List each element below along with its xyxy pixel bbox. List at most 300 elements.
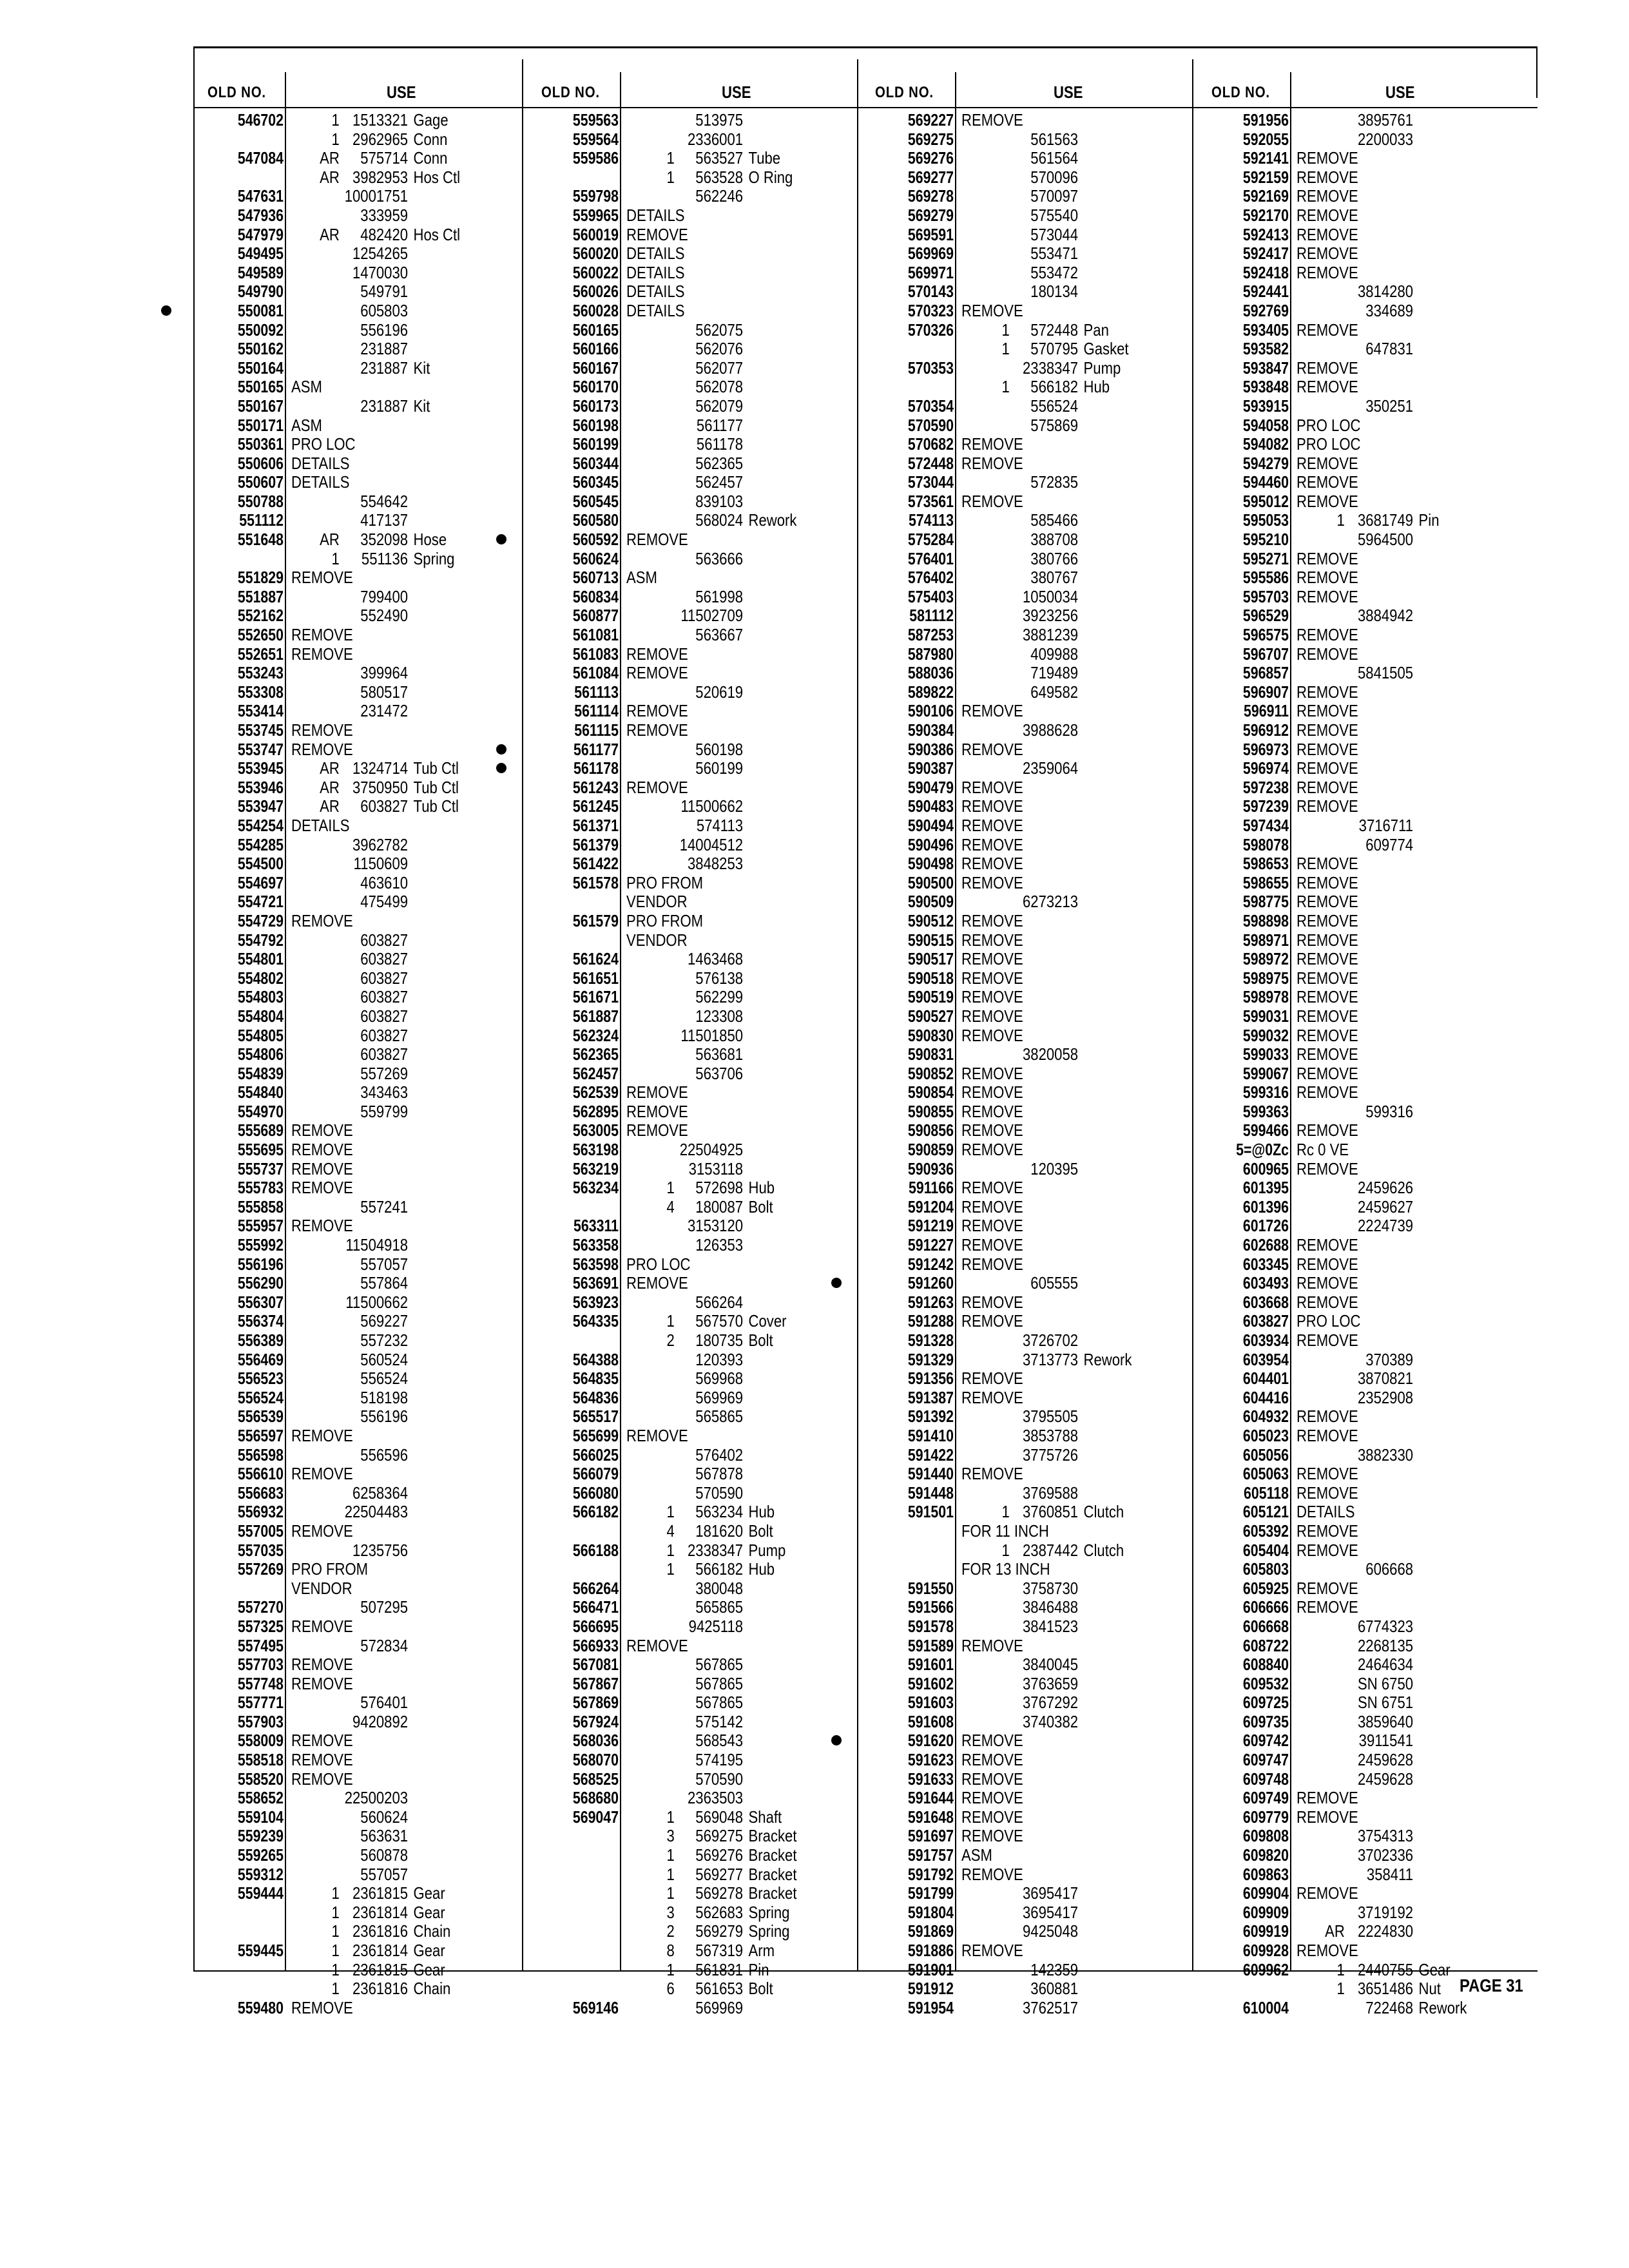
use-cell [1296,1560,1483,1579]
use-cell [961,1427,1148,1445]
part-number: 3814280 [1358,282,1414,302]
use-cell [291,530,477,549]
use-cell: REMOVE [961,1254,1023,1274]
old-number: 595586 [1242,568,1289,588]
use-cell [291,1503,477,1521]
part-number: 557269 [360,1063,409,1083]
use-cell: REMOVE [961,1140,1023,1160]
use-cell: REMOVE [961,110,1023,130]
part-number: 350251 [1365,396,1414,416]
bullet-marker-icon [831,1735,842,1745]
part-number: 3153118 [688,1158,744,1178]
use-cell [291,797,477,816]
description: Clutch [1083,1540,1124,1560]
old-number: 560022 [572,262,619,282]
old-number: 554500 [237,854,284,874]
old-number: 591356 [907,1369,954,1389]
old-number: 561114 [574,701,619,721]
old-number: 591620 [907,1731,954,1751]
use-cell [626,1140,813,1159]
old-number: 605023 [1242,1425,1289,1445]
part-number: 3702336 [1358,1845,1414,1865]
old-number: 596912 [1242,720,1289,740]
old-number: 602688 [1242,1235,1289,1255]
part-number: 563667 [695,625,744,645]
use-cell [291,950,477,968]
old-number: 556389 [237,1331,284,1350]
old-number: 598775 [1242,892,1289,912]
old-number: 570354 [907,396,954,416]
use-cell [626,1655,813,1674]
use-cell [291,588,477,606]
part-number: 605555 [1030,1273,1079,1293]
old-number: 591263 [907,1292,954,1312]
use-cell [291,226,477,244]
old-number: 568036 [572,1731,619,1751]
part-number: 552490 [360,606,409,626]
old-number: 591912 [907,1979,954,1999]
use-cell [626,854,813,873]
part-number: 9420892 [352,1711,409,1731]
old-number: 556610 [237,1464,284,1484]
use-cell [1296,130,1483,149]
divider [1192,59,1193,1970]
old-number: 598978 [1242,987,1289,1007]
part-number: 603827 [360,1006,409,1026]
description: Hub [748,1178,775,1198]
use-cell [961,645,1148,664]
old-number: 590830 [907,1025,954,1045]
use-cell: REMOVE [1296,1331,1358,1350]
use-cell: DETAILS [291,453,350,473]
use-cell: REMOVE [291,1673,353,1693]
divider [285,72,286,1970]
quantity: 1 [331,1941,340,1960]
use-cell [961,1693,1148,1712]
description: Bolt [748,1521,773,1541]
old-number: 591886 [907,1941,954,1960]
part-number: 3695417 [1023,1883,1079,1903]
part-number: 553472 [1030,262,1079,282]
part-number: 2361814 [352,1941,409,1960]
old-number: 555689 [237,1120,284,1140]
use-cell: REMOVE [1296,1521,1358,1541]
part-number: 2352908 [1358,1387,1414,1407]
old-number: 561371 [572,815,619,835]
part-number: 22504925 [679,1140,744,1160]
use-cell: REMOVE [961,1082,1023,1102]
use-cell [291,1255,477,1274]
old-number: 561243 [572,777,619,797]
use-cell: ASM [961,1845,992,1865]
quantity: 4 [666,1521,675,1541]
use-cell [1296,397,1483,416]
old-number: 555737 [237,1158,284,1178]
old-number: 561245 [572,796,619,816]
use-cell: REMOVE [961,1216,1023,1236]
old-number: 555957 [237,1216,284,1236]
use-cell [961,1675,1148,1693]
quantity: 1 [1001,1540,1010,1560]
use-cell: REMOVE [961,987,1023,1007]
use-cell [291,1808,477,1827]
use-cell [961,1274,1148,1293]
use-cell [961,588,1148,606]
old-number: 553745 [237,720,284,740]
quantity: 1 [1336,510,1345,530]
use-cell [626,1770,813,1789]
old-number: 560624 [572,548,619,568]
part-number: 561564 [1030,148,1079,168]
part-number: 561178 [696,434,744,454]
quantity: 2 [666,1921,675,1941]
part-number: 3988628 [1023,720,1079,740]
old-number: 569279 [907,205,954,225]
use-cell [626,416,813,435]
use-cell [291,1026,477,1045]
part-number: 2459626 [1358,1178,1414,1198]
part-number: 2459628 [1358,1769,1414,1789]
old-number: 599031 [1242,1006,1289,1026]
use-cell: REMOVE [1296,586,1358,606]
quantity: AR [320,148,340,168]
use-cell: REMOVE [961,739,1023,759]
part-number: 567570 [695,1311,744,1331]
use-cell: Rc 0 VE [1296,1140,1349,1160]
old-number: 591603 [907,1693,954,1713]
old-number: 609532 [1242,1673,1289,1693]
use-cell [626,1693,813,1712]
old-number: 608722 [1242,1635,1289,1655]
part-number: 231887 [360,339,409,359]
part-number: 567319 [695,1941,744,1960]
part-number: 647831 [1365,339,1414,359]
use-cell [291,1389,477,1407]
use-cell [961,1979,1148,1998]
description: Rework [1418,1997,1467,2017]
old-number: 559563 [572,110,619,130]
use-cell: REMOVE [961,701,1023,721]
part-number: 1513321 [352,110,409,130]
use-cell [626,1979,813,1998]
part-number: 370389 [1365,1349,1414,1369]
old-number: 576402 [907,568,954,588]
use-cell: REMOVE [291,910,353,930]
old-number: 550167 [237,396,284,416]
use-cell [626,1713,813,1731]
part-number: 557241 [360,1196,409,1216]
description: Rework [748,510,797,530]
use-cell: REMOVE [1296,701,1358,721]
use-cell [626,149,813,168]
old-number: 558652 [237,1788,284,1808]
old-number: 566182 [572,1502,619,1522]
part-number: 126353 [695,1235,744,1255]
use-cell: VENDOR [626,930,688,950]
old-number: 553308 [237,682,284,702]
old-number: 565699 [572,1425,619,1445]
old-number: 592441 [1242,282,1289,302]
part-number: 563528 [695,167,744,187]
use-cell [626,1922,813,1941]
use-cell: REMOVE [626,701,688,721]
use-cell: REMOVE [291,1425,353,1445]
part-number: 580517 [360,682,409,702]
old-number: 547936 [237,205,284,225]
use-cell: REMOVE [961,910,1023,930]
old-number: 558518 [237,1750,284,1770]
old-number: 550092 [237,320,284,340]
use-cell: REMOVE [291,1178,353,1198]
part-number: 556196 [360,320,409,340]
old-number: 604401 [1242,1369,1289,1389]
old-number: 560834 [572,586,619,606]
part-number: 352098 [360,530,409,550]
use-cell [626,435,813,454]
old-number: 564835 [572,1369,619,1389]
old-number: 563005 [572,1120,619,1140]
use-cell: REMOVE [1296,1807,1358,1827]
quantity: AR [320,758,340,778]
old-number: 570590 [907,415,954,435]
use-cell [291,1198,477,1216]
old-number: 599466 [1242,1120,1289,1140]
use-cell [291,702,477,720]
old-number: 566933 [572,1635,619,1655]
part-number: 3760851 [1023,1502,1079,1522]
old-number: 591804 [907,1902,954,1922]
use-cell [626,969,813,988]
old-number: 609808 [1242,1826,1289,1846]
old-number: 563219 [572,1158,619,1178]
old-number: 587980 [907,644,954,664]
quantity: AR [320,796,340,816]
quantity: 1 [666,1178,675,1198]
part-number: 3754313 [1358,1826,1414,1846]
part-number: 3153120 [688,1216,744,1236]
use-cell [291,492,477,511]
part-number: 3750950 [352,777,409,797]
old-number: 557005 [237,1521,284,1541]
description: Arm [748,1941,775,1960]
use-cell: REMOVE [961,1788,1023,1808]
use-cell [291,1922,477,1941]
use-cell: REMOVE [1296,1273,1358,1293]
use-cell: REMOVE [291,1521,353,1541]
use-cell: REMOVE [961,1235,1023,1255]
old-number: 591329 [907,1349,954,1369]
part-number: 722468 [1365,1997,1414,2017]
old-number: 575284 [907,530,954,550]
old-number: 554792 [237,930,284,950]
old-number: 591410 [907,1425,954,1445]
part-number: 2361815 [352,1959,409,1979]
old-number: 559312 [237,1864,284,1884]
part-number: 5841505 [1358,663,1414,683]
old-number: 593915 [1242,396,1289,416]
use-cell: PRO LOC [1296,415,1361,435]
quantity: 1 [1001,377,1010,397]
old-number: 590859 [907,1140,954,1160]
part-number: 566182 [1030,377,1079,397]
old-number: 558009 [237,1731,284,1751]
use-cell: REMOVE [961,834,1023,854]
old-number: 556290 [237,1273,284,1293]
use-cell [626,950,813,968]
old-number: 591578 [907,1616,954,1636]
part-number: 606668 [1365,1559,1414,1579]
old-number: 605118 [1244,1483,1289,1503]
old-number: 557325 [237,1616,284,1636]
part-number: 799400 [360,586,409,606]
old-number: 555695 [237,1140,284,1160]
old-number: 560198 [572,415,619,435]
part-number: 520619 [695,682,744,702]
part-number: 2361815 [352,1883,409,1903]
use-cell [626,1675,813,1693]
old-number: 596911 [1244,701,1289,721]
use-cell: REMOVE [961,796,1023,816]
use-cell [626,1617,813,1636]
use-cell: REMOVE [961,1063,1023,1083]
use-cell [291,1312,477,1331]
old-number: 547084 [237,148,284,168]
old-number: 599363 [1242,1101,1289,1121]
old-number: 550164 [237,358,284,378]
use-cell: REMOVE [961,1464,1023,1484]
use-cell [626,1484,813,1503]
use-cell: REMOVE [961,1006,1023,1026]
quantity: 1 [331,1921,340,1941]
part-number: 3795505 [1023,1407,1079,1427]
use-cell: REMOVE [961,854,1023,874]
use-cell [291,1064,477,1083]
part-number: 3840045 [1023,1655,1079,1675]
old-number: 609748 [1242,1769,1289,1789]
use-cell: REMOVE [626,1635,688,1655]
part-number: 839103 [695,491,744,511]
part-number: 575869 [1030,415,1079,435]
use-cell [961,282,1148,301]
old-number: 591901 [907,1959,954,1979]
description: Pump [748,1540,786,1560]
use-cell: REMOVE [1296,1464,1358,1484]
use-cell [626,1961,813,1979]
use-cell [961,721,1148,740]
use-cell [1296,1731,1483,1750]
part-number: 560624 [360,1807,409,1827]
old-number: 560166 [572,339,619,359]
part-number: 563666 [695,548,744,568]
old-number: 560026 [572,282,619,302]
quantity: 1 [666,1502,675,1522]
part-number: 567878 [695,1464,744,1484]
old-number: 561177 [574,739,619,759]
old-number: 556539 [237,1407,284,1427]
part-number: 563706 [695,1063,744,1083]
use-cell: REMOVE [961,300,1023,320]
use-cell [1296,530,1483,549]
use-cell [626,187,813,206]
bullet-marker-icon [496,744,506,754]
old-number: 597434 [1242,815,1289,835]
description: Chain [413,1921,451,1941]
part-number: 463610 [360,872,409,892]
part-number: 570590 [695,1769,744,1789]
use-cell [961,511,1148,530]
part-number: 3853788 [1023,1425,1079,1445]
old-number: 559445 [237,1941,284,1960]
use-cell: REMOVE [1296,1120,1358,1140]
old-number: 591288 [907,1311,954,1331]
old-number: 591219 [907,1216,954,1236]
use-cell: PRO LOC [626,1254,691,1274]
part-number: 3758730 [1023,1578,1079,1598]
part-number: 399964 [360,663,409,683]
use-cell [1296,606,1483,625]
old-number: 591166 [909,1178,954,1198]
use-cell [961,1903,1148,1922]
use-cell [1296,1637,1483,1655]
part-number: 561177 [696,415,744,435]
old-number: 552651 [237,644,284,664]
use-cell [961,1579,1148,1598]
old-number: 563923 [572,1292,619,1312]
old-number: 570323 [907,300,954,320]
use-cell [961,378,1148,396]
right-rule [1536,46,1537,98]
quantity: 1 [666,1559,675,1579]
use-cell: REMOVE [291,1655,353,1675]
old-number: 566264 [572,1578,619,1598]
use-cell: REMOVE [291,1769,353,1789]
use-cell: REMOVE [626,1273,688,1293]
old-number: 555858 [237,1196,284,1216]
use-cell [626,1198,813,1216]
old-no-header: OLD NO. [541,84,600,101]
description: Bracket [748,1826,797,1846]
old-number: 555992 [237,1235,284,1255]
old-number: 590498 [907,854,954,874]
use-cell: REMOVE [291,1464,353,1484]
old-number: 601396 [1242,1196,1289,1216]
old-number: 563198 [572,1140,619,1160]
part-number: 1463468 [688,949,744,969]
use-cell [1296,340,1483,358]
old-number: 609909 [1242,1902,1289,1922]
quantity: 1 [1001,1502,1010,1522]
use-cell [291,969,477,988]
part-number: 343463 [360,1082,409,1102]
part-number: 562076 [695,339,744,359]
old-number: 576401 [907,548,954,568]
quantity: AR [320,777,340,797]
use-cell [291,340,477,358]
part-number: 3846488 [1023,1597,1079,1617]
use-cell [1296,1102,1483,1121]
part-number: 568024 [695,510,744,530]
old-number: 563234 [572,1178,619,1198]
part-number: 2200033 [1358,129,1414,149]
use-cell: REMOVE [961,1369,1023,1389]
use-cell: REMOVE [1296,262,1358,282]
part-number: 231472 [360,701,409,721]
use-header: USE [387,82,416,102]
part-number: 3719192 [1358,1902,1414,1922]
quantity: 1 [1001,320,1010,340]
use-cell [291,664,477,682]
part-number: 557057 [360,1864,409,1884]
